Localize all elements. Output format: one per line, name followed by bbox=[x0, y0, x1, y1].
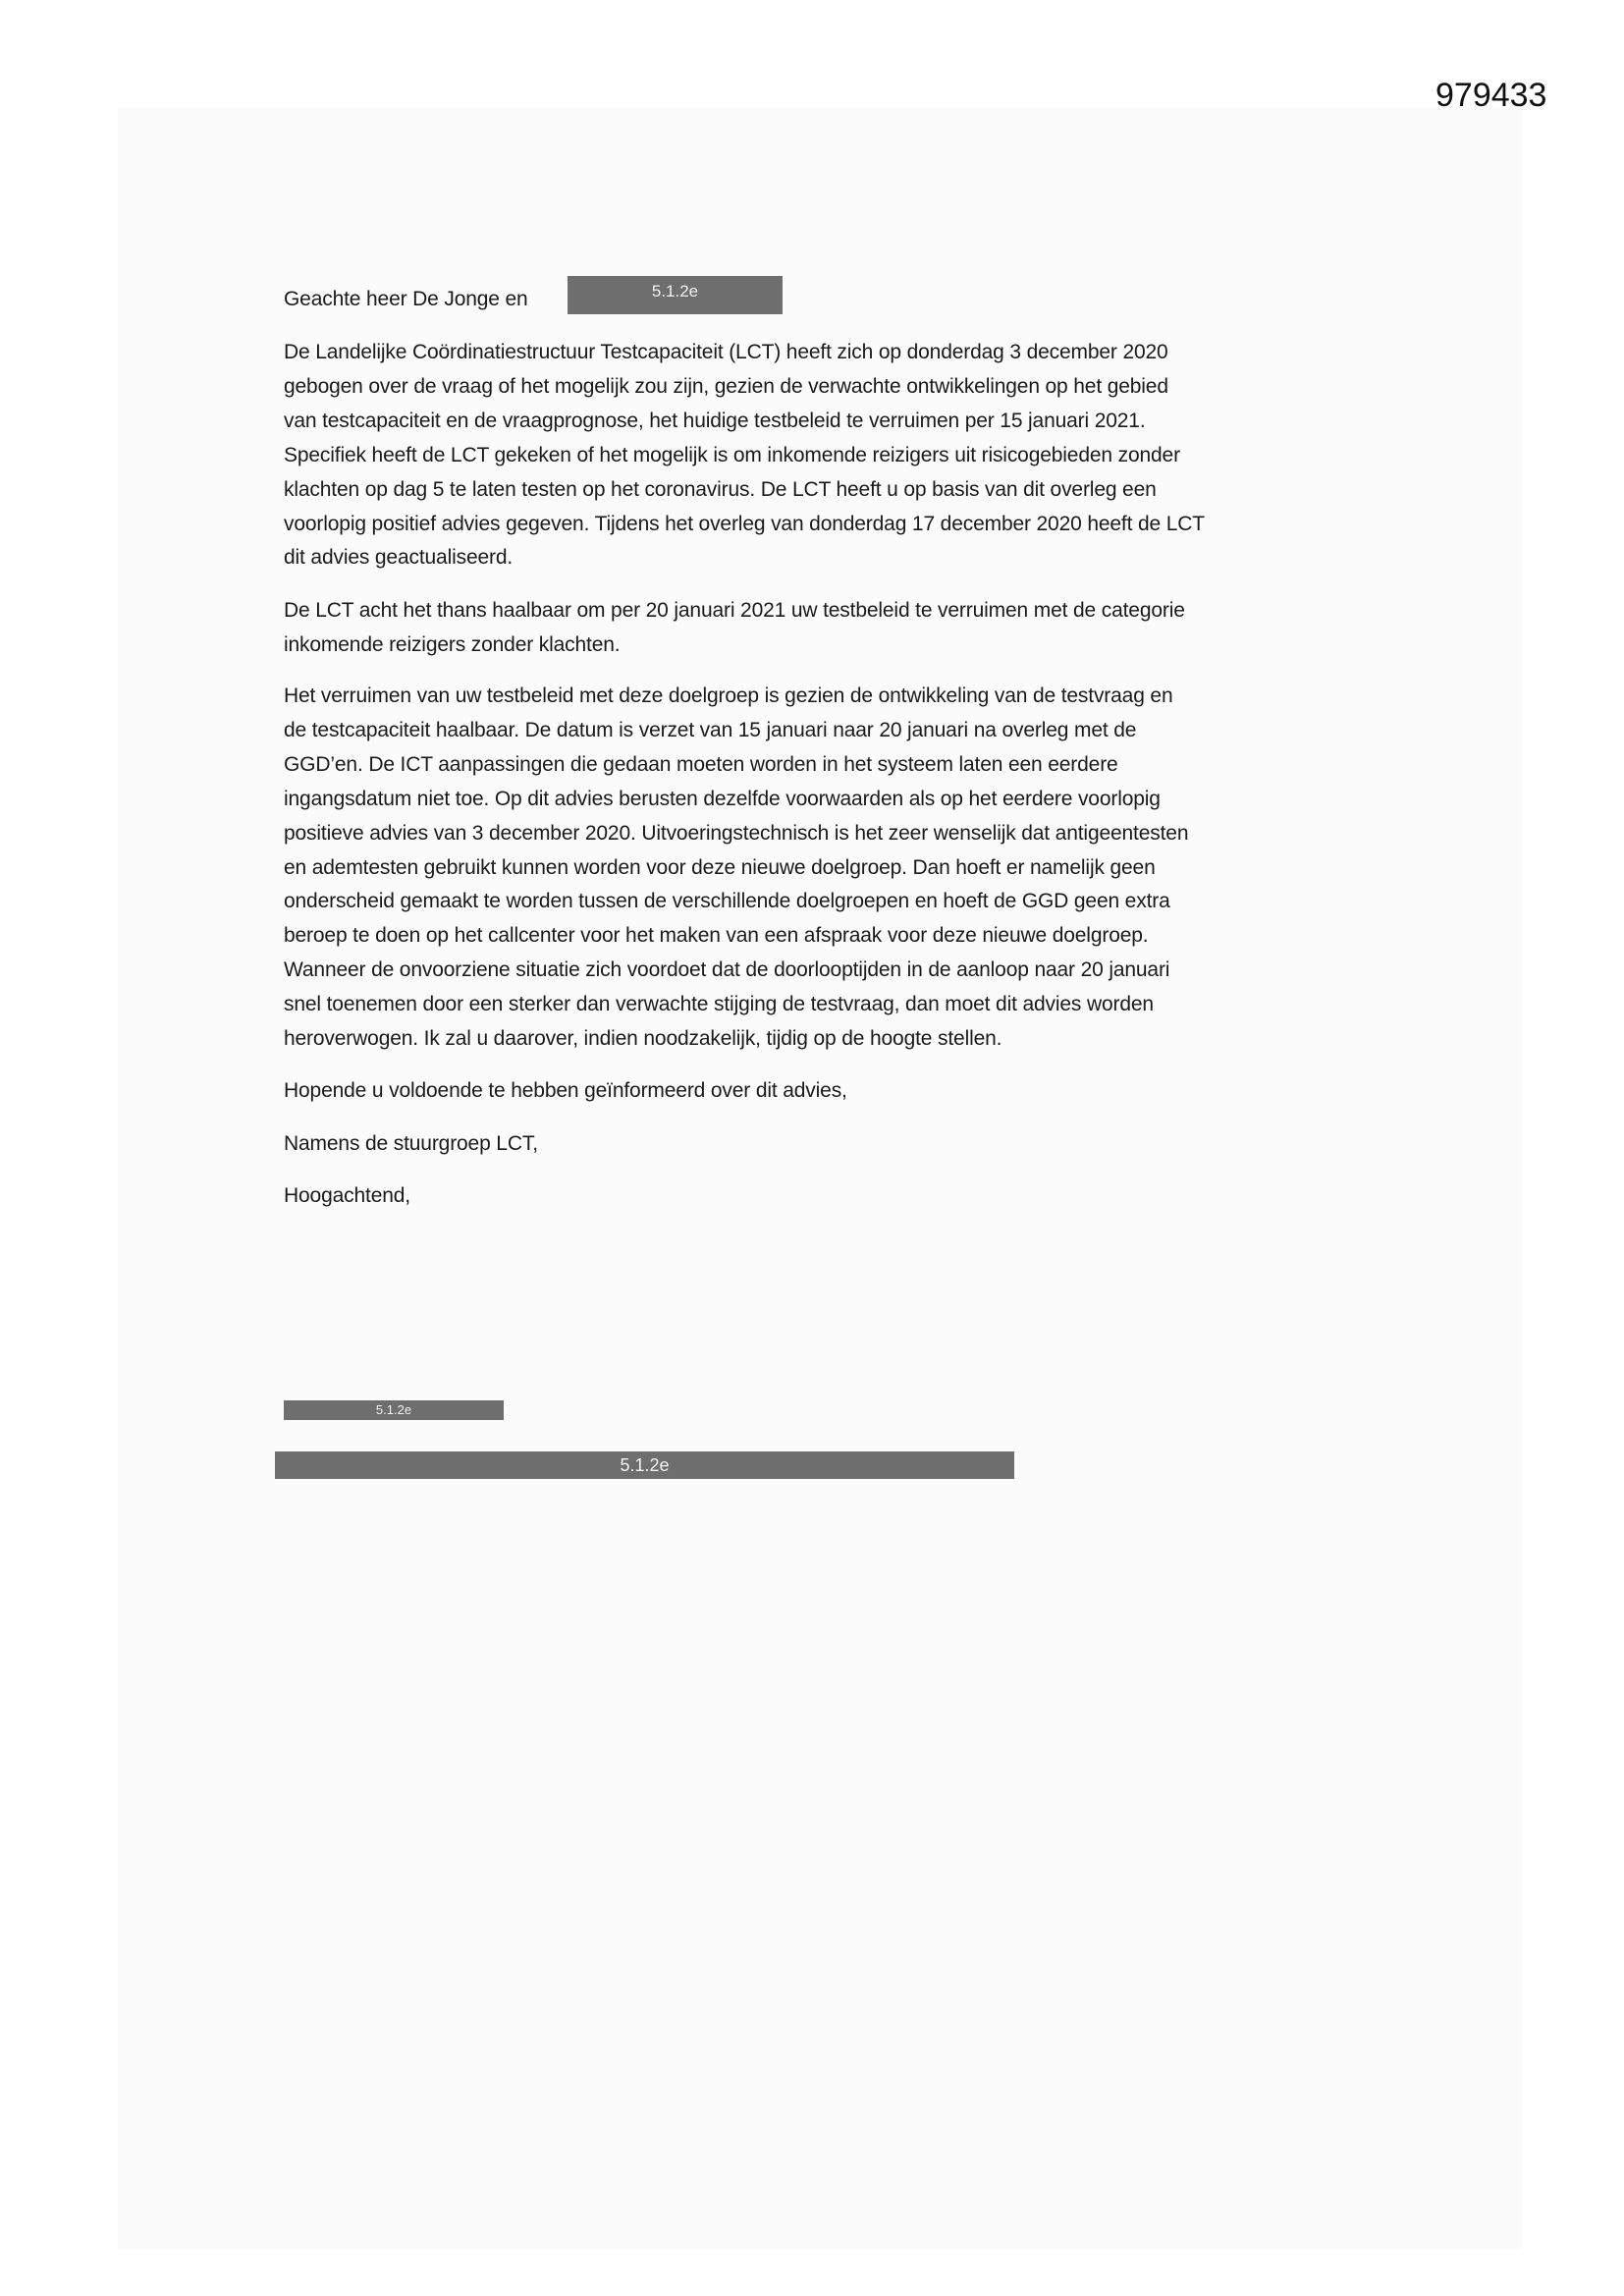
redaction-signature-title: 5.1.2e bbox=[275, 1451, 1014, 1479]
paragraph-3-line: Het verruimen van uw testbeleid met deze doelgroep is gezien de ontwikkeling van de testvraag en bbox=[284, 684, 1173, 707]
paragraph-1-line: voorlopig positief advies gegeven. Tijdens het overleg van donderdag 17 december 2020 heeft de LCT bbox=[284, 512, 1205, 535]
paragraph-3-line: onderscheid gemaakt te worden tussen de verschillende doelgroepen en hoeft de GGD geen extra bbox=[284, 890, 1170, 913]
document-number: 979433 bbox=[1435, 77, 1547, 114]
paragraph-3-line: beroep te doen op het callcenter voor het maken van een afspraak voor deze nieuwe doelgroep. bbox=[284, 924, 1149, 948]
paragraph-3-line: Wanneer de onvoorziene situatie zich voordoet dat de doorlooptijden in de aanloop naar 20 januari bbox=[284, 958, 1170, 982]
greeting: Geachte heer De Jonge en bbox=[284, 288, 528, 310]
paragraph-1-line: dit advies geactualiseerd. bbox=[284, 546, 514, 570]
paragraph-3-line: GGD’en. De ICT aanpassingen die gedaan moeten worden in het systeem laten een eerdere bbox=[284, 752, 1118, 776]
paragraph-3-line: en ademtesten gebruikt kunnen worden voor deze nieuwe doelgroep. Dan hoeft er namelijk geen bbox=[284, 855, 1156, 879]
paragraph-1-line: De Landelijke Coördinatiestructuur Testcapaciteit (LCT) heeft zich op donderdag 3 december 2020 bbox=[284, 341, 1168, 363]
paragraph-1-line: gebogen over de vraag of het mogelijk zou zijn, gezien de verwachte ontwikkelingen op het gebied bbox=[284, 374, 1168, 398]
paragraph-1-line: klachten op dag 5 te laten testen op het coronavirus. De LCT heeft u op basis van dit overleg een bbox=[284, 477, 1157, 501]
paragraph-1-line: Specifiek heeft de LCT gekeken of het mogelijk is om inkomende reizigers uit risicogebieden zonder bbox=[284, 443, 1180, 466]
paragraph-3-line: snel toenemen door een sterker dan verwachte stijging de testvraag, dan moet dit advies worden bbox=[284, 993, 1154, 1016]
paragraph-3-line: ingangsdatum niet toe. Op dit advies berusten dezelfde voorwaarden als op het eerdere voorlopig bbox=[284, 787, 1161, 810]
paragraph-6-line: Hoogachtend, bbox=[284, 1184, 410, 1207]
paragraph-1-line: van testcapaciteit en de vraagprognose, het huidige testbeleid te verruimen per 15 januari 2021. bbox=[284, 409, 1146, 432]
paragraph-3-line: heroverwogen. Ik zal u daarover, indien noodzakelijk, tijdig op de hoogte stellen. bbox=[284, 1027, 1002, 1050]
paragraph-5-line: Namens de stuurgroep LCT, bbox=[284, 1132, 538, 1155]
redaction-signature-name: 5.1.2e bbox=[284, 1400, 504, 1420]
paragraph-3-line: positieve advies van 3 december 2020. Uitvoeringstechnisch is het zeer wenselijk dat antigeentesten bbox=[284, 821, 1189, 845]
paragraph-4-line: Hopende u voldoende te hebben geïnformeerd over dit advies, bbox=[284, 1079, 847, 1102]
paragraph-2-line: inkomende reizigers zonder klachten. bbox=[284, 632, 621, 656]
paragraph-3-line: de testcapaciteit haalbaar. De datum is verzet van 15 januari naar 20 januari na overleg met de bbox=[284, 718, 1137, 741]
paragraph-2-line: De LCT acht het thans haalbaar om per 20 januari 2021 uw testbeleid te verruimen met de categorie bbox=[284, 599, 1185, 622]
redaction-recipient-name: 5.1.2e bbox=[568, 276, 783, 314]
